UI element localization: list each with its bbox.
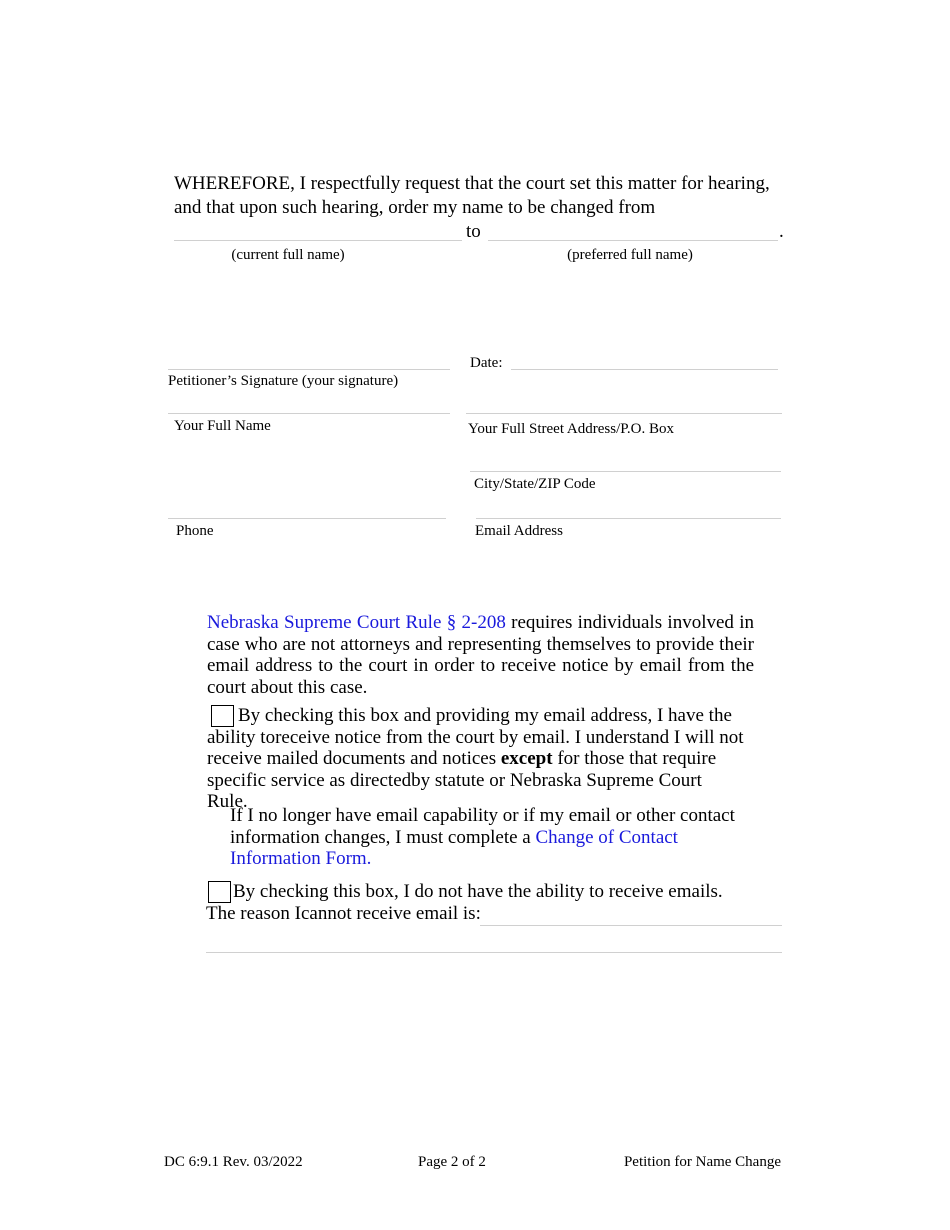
signature-caption: Petitioner’s Signature (your signature) bbox=[168, 373, 399, 389]
opt-in-line-3 bbox=[207, 748, 747, 770]
to-word: to bbox=[466, 221, 481, 242]
footer-form-id: DC 6:9.1 Rev. 03/2022 bbox=[164, 1154, 303, 1170]
rule-link[interactable]: Nebraska Supreme Court Rule § 2-208 bbox=[207, 612, 506, 633]
preferred-name-caption: (preferred full name) bbox=[567, 247, 693, 263]
request-paragraph bbox=[174, 172, 794, 220]
request-line-2: and that upon such hearing, order my name to be changed from bbox=[174, 197, 656, 218]
period: . bbox=[779, 221, 784, 242]
city-state-zip-caption: City/State/ZIP Code bbox=[474, 476, 596, 492]
footer-page-number: Page 2 of 2 bbox=[418, 1154, 486, 1170]
change-text-2: information changes, I must complete a bbox=[230, 826, 536, 848]
date-field[interactable] bbox=[511, 345, 778, 369]
current-name-line bbox=[174, 240, 462, 241]
current-name-caption: (current full name) bbox=[231, 247, 345, 263]
rule-paragraph bbox=[207, 612, 754, 698]
signature-field[interactable] bbox=[168, 345, 450, 369]
change-line-1: If I no longer have email capability or if my email or other contact bbox=[230, 805, 735, 826]
opt-in-text-3c: for those that require bbox=[552, 748, 717, 769]
date-line bbox=[511, 369, 778, 370]
email-opt-out-checkbox[interactable] bbox=[208, 881, 231, 903]
opt-in-except: except bbox=[500, 748, 553, 769]
change-of-contact-link-continued[interactable]: Information Form. bbox=[230, 848, 372, 869]
phone-line bbox=[168, 518, 446, 519]
no-email-reason-field[interactable] bbox=[480, 901, 782, 925]
date-label: Date: bbox=[470, 355, 503, 371]
street-address-line bbox=[466, 413, 782, 414]
full-name-field[interactable] bbox=[168, 389, 450, 413]
phone-caption: Phone bbox=[176, 523, 214, 539]
city-state-zip-line bbox=[470, 471, 781, 472]
no-email-reason-line bbox=[480, 925, 782, 926]
email-field[interactable] bbox=[476, 494, 781, 518]
opt-in-line-2: ability toreceive notice from the court by email. I understand I will not bbox=[207, 726, 744, 748]
city-state-zip-field[interactable] bbox=[470, 447, 781, 471]
opt-out-line-1: By checking this box, I do not have the ability to receive emails. bbox=[233, 881, 723, 902]
no-email-reason-field-2[interactable] bbox=[206, 928, 782, 952]
change-of-contact-link[interactable]: Change of Contact bbox=[535, 826, 678, 848]
request-line-1: WHEREFORE, I respectfully request that the court set this matter for hearing, bbox=[174, 173, 770, 194]
opt-in-line-4: specific service as directedby statute or Nebraska Supreme Court Rule. bbox=[207, 769, 702, 812]
opt-in-text-3a: receive mailed documents and notices bbox=[207, 748, 501, 769]
phone-field[interactable] bbox=[168, 494, 446, 518]
email-line bbox=[476, 518, 781, 519]
opt-in-line-1: By checking this box and providing my email address, I have the bbox=[238, 705, 732, 726]
preferred-name-line bbox=[488, 240, 778, 241]
opt-out-reason-label: The reason Icannot receive email is: bbox=[206, 903, 481, 924]
change-line-2 bbox=[230, 827, 750, 849]
rule-text-1: requires individuals involved in bbox=[511, 612, 754, 633]
email-caption: Email Address bbox=[475, 523, 563, 539]
no-email-reason-line-2 bbox=[206, 952, 782, 953]
change-contact-paragraph bbox=[230, 805, 750, 870]
signature-line bbox=[168, 369, 450, 370]
rule-line-3: email address to the court in order to receive notice by email from the bbox=[207, 655, 754, 676]
full-name-caption: Your Full Name bbox=[174, 418, 271, 434]
opt-in-paragraph bbox=[207, 705, 747, 813]
full-name-line bbox=[168, 413, 450, 414]
rule-line-2: case who are not attorneys and representing themselves to provide their bbox=[207, 633, 754, 655]
rule-line-4: court about this case. bbox=[207, 676, 368, 698]
rule-line-1 bbox=[207, 612, 754, 634]
footer-form-title: Petition for Name Change bbox=[623, 1154, 781, 1170]
street-address-caption: Your Full Street Address/P.O. Box bbox=[468, 421, 675, 437]
street-address-field[interactable] bbox=[466, 389, 782, 413]
